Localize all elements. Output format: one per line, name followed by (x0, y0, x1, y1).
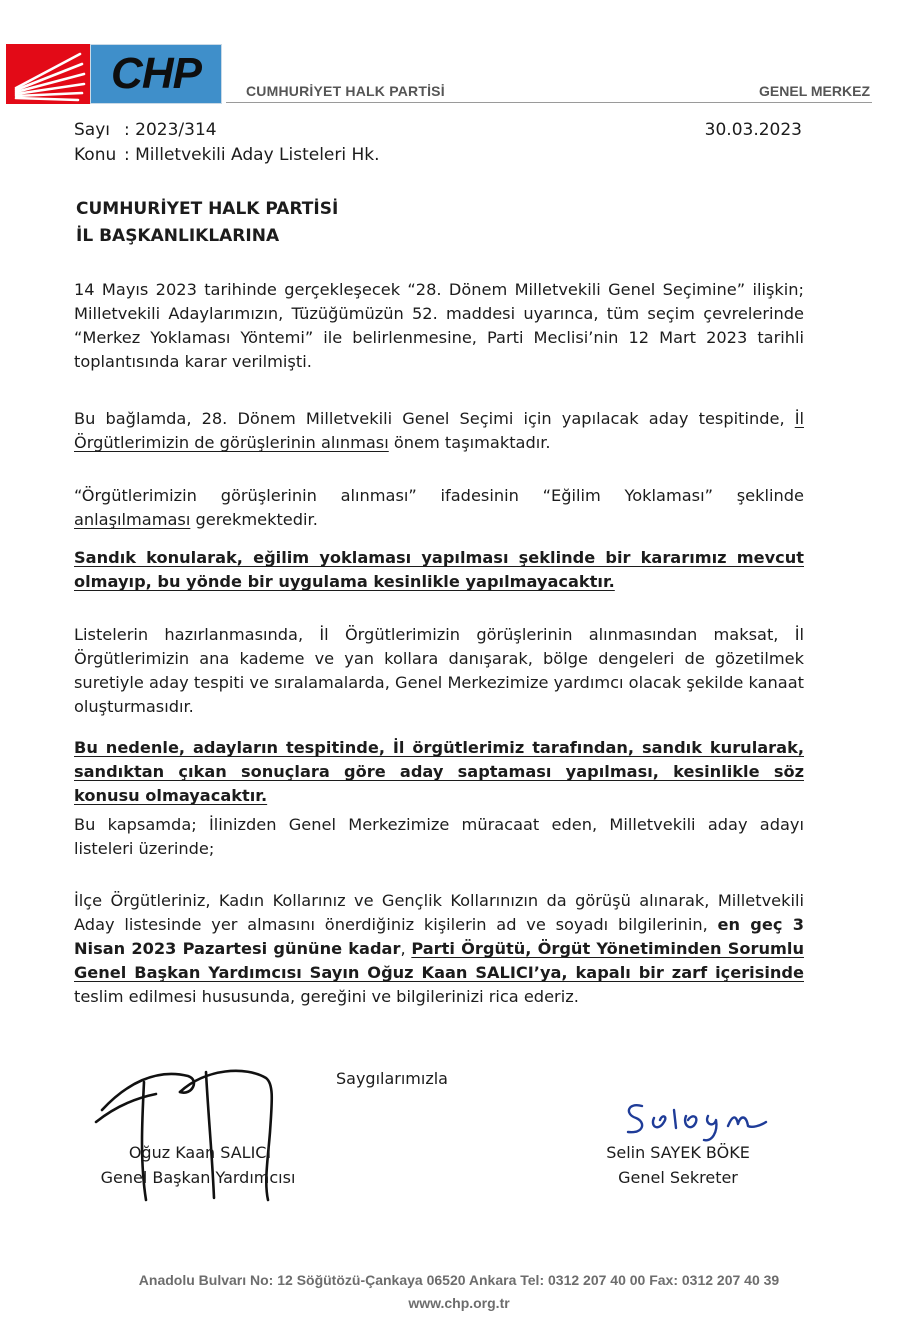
addressee-line-1: CUMHURİYET HALK PARTİSİ (76, 199, 339, 219)
paragraph-8-recipient: Parti Örgütü, Örgüt Yönetiminden Sorumlu Genel Başkan Yardımcısı Sayın Oğuz Kaan SALICI’ya, kapalı bir zarf içerisinde (74, 939, 804, 982)
letterhead-divider (226, 102, 872, 103)
konu-value: : Milletvekili Aday Listeleri Hk. (124, 145, 380, 165)
six-arrows-icon (6, 44, 90, 104)
paragraph-8-end: teslim edilmesi hususunda, gereğini ve bilgilerinizi rica ederiz. (74, 987, 579, 1006)
paragraph-1: 14 Mayıs 2023 tarihinde gerçekleşecek “28. Dönem Milletvekili Genel Seçimine” ilişkin; Milletvekili Adaylarımızın, Tüzüğümüzün 52. maddesi uyarınca, tüm seçim çevrelerinde “Merkez Yoklaması Yöntemi” ile belirlenmesine, Parti Meclisi’nin 12 Mart 2023 tarihli toplantısında karar verilmişti. (74, 280, 804, 371)
paragraph-3 (74, 484, 804, 532)
left-signatory-title: Genel Başkan Yardımcısı (100, 1168, 296, 1187)
paragraph-5: Listelerin hazırlanmasında, İl Örgütlerimizin görüşlerinin alınmasından maksat, İl Örgütlerimizin ana kademe ve yan kollara danışarak, bölge dengeleri de gözetilmek suretiyle aday tespiti ve sıralamalarda, Genel Merkezimize yardımcı olacak şekilde kanaat oluşturmasıdır. (74, 625, 804, 716)
paragraph-8-deadline: en geç 3 Nisan 2023 Pazartesi gününe kadar (74, 915, 804, 958)
reference-number (74, 120, 217, 140)
chp-logo-text: CHP (111, 49, 201, 98)
right-signature-icon (624, 1096, 774, 1146)
document-date: 30.03.2023 (704, 120, 802, 140)
sayi-value: : 2023/314 (124, 120, 217, 140)
paragraph-4-emphasis: Sandık konularak, eğilim yoklaması yapılması şeklinde bir kararımız mevcut olmayıp, bu yönde bir uygulama kesinlikle yapılmayacaktır. (74, 548, 804, 591)
chp-logo-box (90, 44, 222, 104)
paragraph-7: Bu kapsamda; İlinizden Genel Merkezimize müracaat eden, Milletvekili aday adayı listeleri üzerinde; (74, 815, 804, 858)
paragraph-3-text: “Örgütlerimizin görüşlerinin alınması” ifadesinin “Eğilim Yoklaması” şeklinde (74, 486, 804, 505)
konu-label: Konu (74, 145, 117, 165)
paragraph-3-underlined: anlaşılmaması (74, 510, 191, 529)
paragraph-2-text: Bu bağlamda, 28. Dönem Milletvekili Genel Seçimi için yapılacak aday tespitinde, (74, 409, 795, 428)
party-name: CUMHURİYET HALK PARTİSİ (246, 83, 445, 99)
paragraph-8-text: İlçe Örgütleriniz, Kadın Kollarınız ve Gençlik Kollarınızın da görüşü alınarak, Milletvekili Aday listesinde yer almasını önerdiğiniz kişilerin ad ve soyadı bilgilerinin, (74, 891, 804, 934)
sayi-label: Sayı (74, 120, 110, 140)
footer-website: www.chp.org.tr (408, 1295, 510, 1311)
paragraph-2-underlined: İl Örgütlerimizin de görüşlerinin alınması (74, 409, 804, 452)
reference-subject (74, 145, 380, 165)
addressee-line-2: İL BAŞKANLIKLARINA (76, 226, 280, 246)
chp-six-arrows-logo (6, 44, 90, 104)
paragraph-3-end: gerekmektedir. (190, 510, 318, 529)
paragraph-8-separator: , (400, 939, 412, 958)
footer-address: Anadolu Bulvarı No: 12 Söğütözü-Çankaya 06520 Ankara Tel: 0312 207 40 00 Fax: 0312 207 40 39 (138, 1272, 780, 1288)
paragraph-8 (74, 889, 804, 1009)
right-signatory-title: Genel Sekreter (618, 1168, 738, 1187)
left-signatory-name: Oğuz Kaan SALICI (128, 1143, 272, 1162)
right-signatory-name: Selin SAYEK BÖKE (606, 1143, 750, 1162)
closing-salutation: Saygılarımızla (336, 1069, 448, 1088)
paragraph-2 (74, 407, 804, 455)
paragraph-6-emphasis: Bu nedenle, adayların tespitinde, İl örgütlerimiz tarafından, sandık kurularak, sandıktan çıkan sonuçlara göre aday saptaması yapılması, kesinlikle söz konusu olmayacaktır. (74, 738, 804, 805)
paragraph-2-end: önem taşımaktadır. (388, 433, 551, 452)
department-name: GENEL MERKEZ (759, 83, 870, 99)
